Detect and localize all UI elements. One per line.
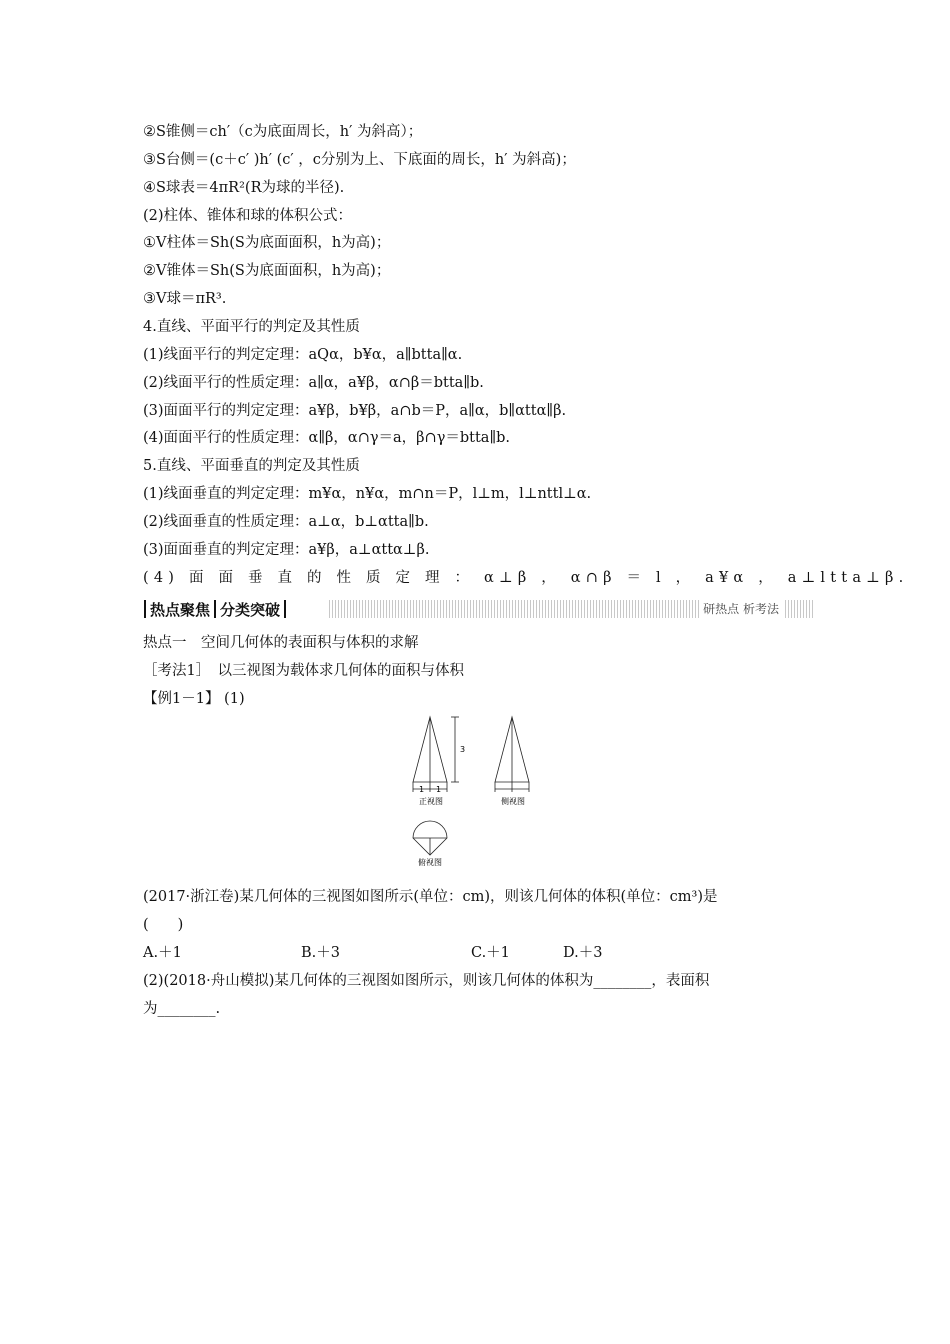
banner-divider <box>214 600 216 618</box>
text-line: (2)线面垂直的性质定理：a⊥α，b⊥αtta∥b. <box>143 514 429 530</box>
text-line: (2)线面平行的性质定理：a∥α，a¥β，α∩β＝btta∥b. <box>143 375 484 391</box>
method-heading: ［考法1］ 以三视图为载体求几何体的面积与体积 <box>143 663 464 679</box>
banner-subtitle: 研热点 析考法 <box>699 600 783 618</box>
banner-divider <box>284 600 286 618</box>
text-line: ③V球＝πR³. <box>143 291 227 307</box>
side-view-caption: 侧视图 <box>501 797 525 806</box>
option-c: C.＋1 <box>471 945 510 961</box>
base-label: 1 <box>436 785 442 794</box>
text-line: (3)面面垂直的判定定理：a¥β，a⊥αttα⊥β. <box>143 542 430 558</box>
question-blank: ( ) <box>143 917 184 933</box>
text-line: (4) 面 面 垂 直 的 性 质 定 理 ： α⊥β ， α∩β ＝ l ， a¥α ， a⊥ltta⊥β. <box>143 570 909 586</box>
side-view <box>495 717 529 792</box>
section-heading: 热点一 空间几何体的表面积与体积的求解 <box>143 635 419 651</box>
base-label: 1 <box>419 785 425 794</box>
text-line: ②V锥体＝Sh(S为底面面积，h为高)； <box>143 263 391 279</box>
banner-title-b: 分类突破 <box>220 600 281 619</box>
text-line: ②S锥侧＝ch′（c为底面周长，h′ 为斜高）； <box>143 124 423 140</box>
option-b: B.＋3 <box>301 945 340 961</box>
text-line: 5.直线、平面垂直的判定及其性质 <box>143 458 360 474</box>
banner-title-a: 热点聚焦 <box>150 600 211 619</box>
height-label: 3 <box>460 745 466 754</box>
example-label: 【例1－1】 (1) <box>143 691 245 707</box>
text-line: (2)柱体、锥体和球的体积公式： <box>143 208 353 224</box>
front-view <box>413 717 459 792</box>
text-line: (1)线面垂直的判定定理：m¥α，n¥α，m∩n＝P，l⊥m，l⊥nttl⊥α. <box>143 486 592 502</box>
text-line: (1)线面平行的判定定理：aQα，b¥α，a∥btta∥α. <box>143 347 463 363</box>
text-line: (4)面面平行的性质定理：α∥β，α∩γ＝a，β∩γ＝btta∥b. <box>143 430 511 446</box>
question-text: (2)(2018·舟山模拟)某几何体的三视图如图所示，则该几何体的体积为________，表面积 <box>143 973 710 989</box>
text-line: ④S球表＝4πR²(R为球的半径). <box>143 180 345 196</box>
section-banner <box>143 598 813 620</box>
option-d: D.＋3 <box>563 945 603 961</box>
top-view <box>413 821 447 855</box>
top-view-caption: 俯视图 <box>418 858 442 867</box>
text-line: ③S台侧＝(c＋c′ )h′ (c′ ，c分别为上、下底面的周长，h′ 为斜高)； <box>143 152 576 168</box>
text-line: 4.直线、平面平行的判定及其性质 <box>143 319 360 335</box>
text-line: (3)面面平行的判定定理：a¥β，b¥β，a∩b＝P，a∥α，b∥αttα∥β. <box>143 403 567 419</box>
front-view-caption: 正视图 <box>419 797 443 806</box>
three-view-figure <box>405 712 555 867</box>
question-text: 为________. <box>143 1001 221 1017</box>
question-text: (2017·浙江卷)某几何体的三视图如图所示(单位：cm)，则该几何体的体积(单位：cm³)是 <box>143 889 718 905</box>
banner-divider <box>144 600 146 618</box>
text-line: ①V柱体＝Sh(S为底面面积，h为高)； <box>143 235 391 251</box>
option-a: A.＋1 <box>143 945 182 961</box>
banner-title <box>143 598 287 620</box>
